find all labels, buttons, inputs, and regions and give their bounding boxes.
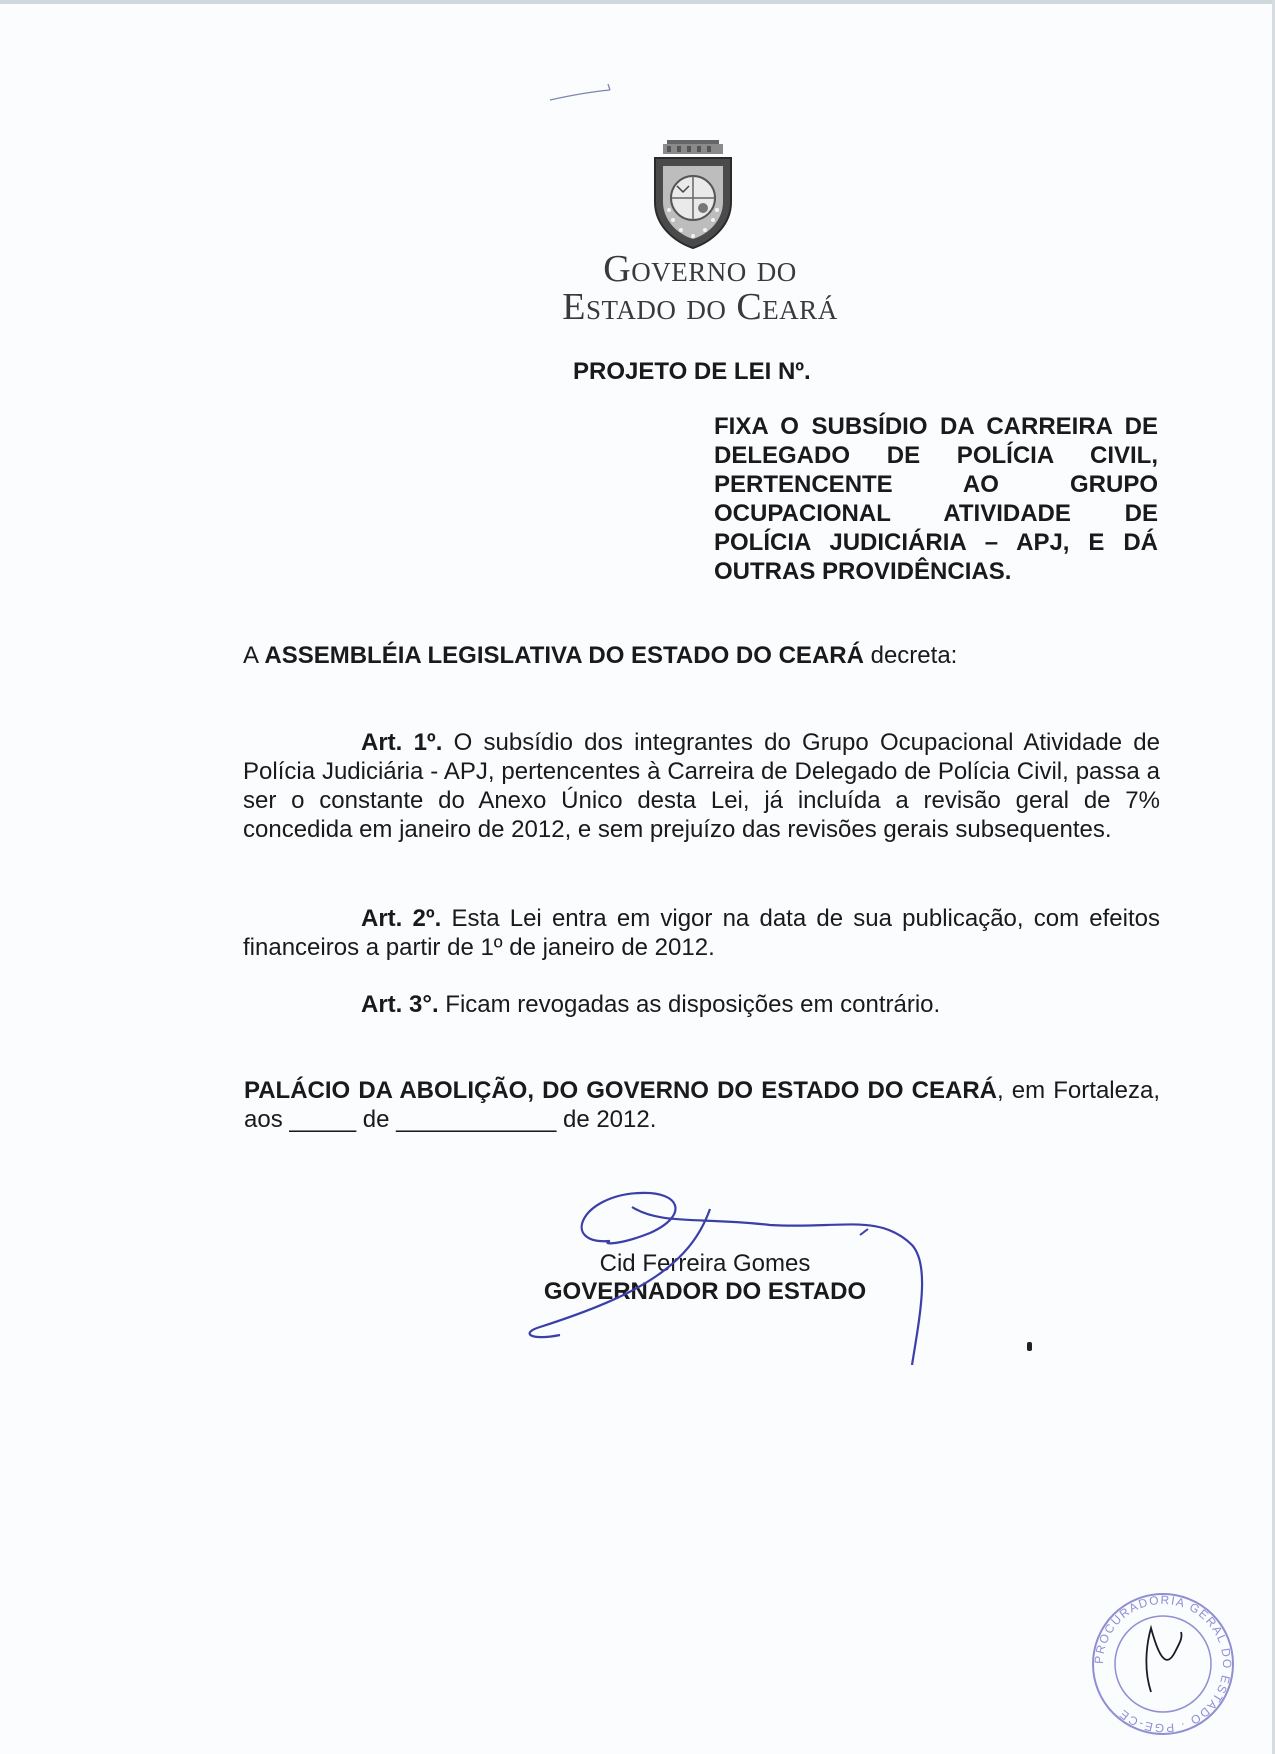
scan-edge-top bbox=[0, 0, 1275, 4]
pen-mark bbox=[548, 78, 628, 108]
closing-date: , em Fortaleza, aos _____ de ____________ de 2012. bbox=[244, 1077, 1160, 1133]
article-number: Art. 1º. bbox=[361, 729, 443, 756]
article-3 bbox=[243, 990, 1160, 1019]
article-text: O subsídio dos integrantes do Grupo Ocupacional Atividade de Polícia Judiciária - APJ, pertencentes à Carreira de Delegado de Polícia Civil, passa a ser o constante do Anexo Único desta Lei, já incluída a revisão geral de 7% concedida em janeiro de 2012, e sem prejuízo das revisões gerais subsequentes. bbox=[243, 729, 1160, 843]
article-number: Art. 2º. bbox=[361, 905, 442, 932]
header-state: Estado do Ceará bbox=[562, 286, 838, 328]
signer-name: Cid Ferreira Gomes bbox=[599, 1250, 811, 1277]
closing-palace: PALÁCIO DA ABOLIÇÃO, DO GOVERNO DO ESTADO DO CEARÁ bbox=[244, 1077, 998, 1104]
enacting-suffix: decreta: bbox=[870, 642, 958, 669]
signer-role: GOVERNADOR DO ESTADO bbox=[543, 1278, 867, 1305]
enacting-prefix: A bbox=[243, 642, 258, 669]
enacting-body: ASSEMBLÉIA LEGISLATIVA DO ESTADO DO CEARÁ bbox=[264, 642, 864, 669]
header-government: Governo do bbox=[603, 248, 797, 290]
enacting-clause bbox=[243, 642, 957, 670]
official-stamp bbox=[1087, 1588, 1239, 1740]
article-1 bbox=[243, 728, 1160, 844]
stamp-text: PROCURADORIA GERAL DO ESTADO · PGE-CE bbox=[1091, 1592, 1235, 1736]
article-2 bbox=[243, 904, 1160, 962]
article-text: Ficam revogadas as disposições em contrário. bbox=[445, 991, 941, 1018]
document-title: PROJETO DE LEI Nº. bbox=[573, 358, 811, 385]
ementa-summary: FIXA O SUBSÍDIO DA CARREIRA DE DELEGADO DE POLÍCIA CIVIL, PERTENCENTE AO GRUPO OCUPACIONAL ATIVIDADE DE POLÍCIA JUDICIÁRIA – APJ, E DÁ OUTRAS PROVIDÊNCIAS. bbox=[714, 413, 1158, 585]
ink-dot bbox=[1027, 1342, 1032, 1351]
signature bbox=[520, 1185, 940, 1365]
coat-of-arms-icon bbox=[647, 138, 739, 250]
article-text: Esta Lei entra em vigor na data de sua publicação, com efeitos financeiros a partir de 1º de janeiro de 2012. bbox=[243, 905, 1161, 961]
closing-place-date bbox=[244, 1076, 1160, 1134]
article-number: Art. 3°. bbox=[361, 991, 439, 1018]
